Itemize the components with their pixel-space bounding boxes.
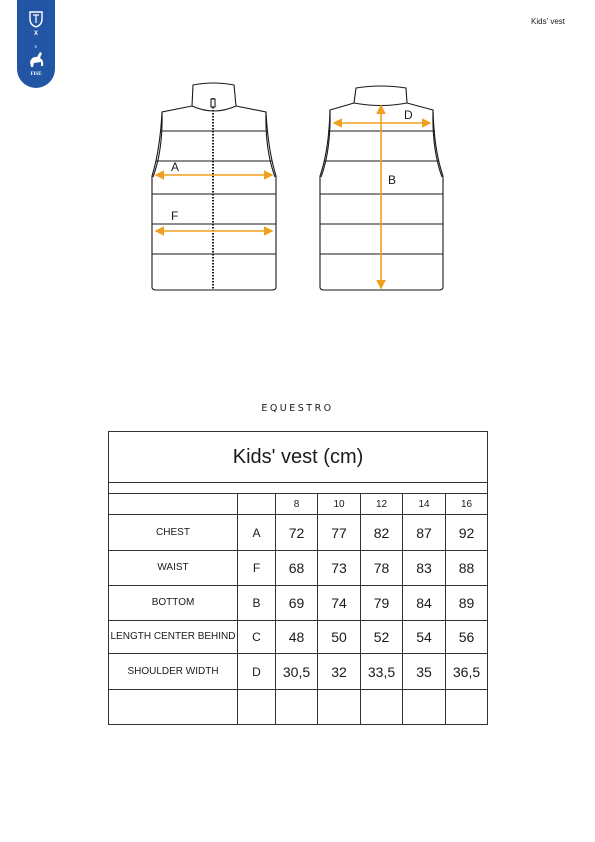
size-table bbox=[108, 431, 488, 725]
value-cell: 50 bbox=[318, 621, 361, 654]
value-cell: 68 bbox=[276, 551, 318, 586]
table-row bbox=[109, 515, 488, 551]
empty-cell bbox=[361, 690, 403, 725]
header-blank bbox=[109, 494, 238, 515]
value-cell: 32 bbox=[318, 654, 361, 690]
table-row-empty bbox=[109, 690, 488, 725]
measure-label: WAIST bbox=[109, 551, 238, 586]
shoulder-label: D bbox=[404, 108, 413, 122]
table-row bbox=[109, 621, 488, 654]
vest-front-drawing bbox=[152, 83, 276, 290]
brand-name: EQUESTRO bbox=[261, 403, 334, 414]
empty-cell bbox=[276, 690, 318, 725]
value-cell: 35 bbox=[403, 654, 446, 690]
value-cell: 30,5 bbox=[276, 654, 318, 690]
empty-cell bbox=[109, 690, 238, 725]
measure-label: LENGTH CENTER BEHIND bbox=[109, 621, 238, 654]
empty-cell bbox=[403, 690, 446, 725]
value-cell: 83 bbox=[403, 551, 446, 586]
value-cell: 33,5 bbox=[361, 654, 403, 690]
value-cell: 69 bbox=[276, 586, 318, 621]
badge-fise: FISE bbox=[30, 72, 42, 77]
value-cell: 89 bbox=[446, 586, 488, 621]
value-cell: 92 bbox=[446, 515, 488, 551]
value-cell: 74 bbox=[318, 586, 361, 621]
value-cell: 72 bbox=[276, 515, 318, 551]
size-header: 14 bbox=[403, 494, 446, 515]
measure-code: A bbox=[238, 515, 276, 551]
value-cell: 87 bbox=[403, 515, 446, 551]
chest-label: A bbox=[171, 160, 180, 174]
value-cell: 82 bbox=[361, 515, 403, 551]
length-label: B bbox=[388, 173, 397, 187]
measure-code: D bbox=[238, 654, 276, 690]
measure-label: BOTTOM bbox=[109, 586, 238, 621]
table-row bbox=[109, 586, 488, 621]
table-row bbox=[109, 551, 488, 586]
measure-label: CHEST bbox=[109, 515, 238, 551]
value-cell: 79 bbox=[361, 586, 403, 621]
empty-cell bbox=[318, 690, 361, 725]
measure-label: SHOULDER WIDTH bbox=[109, 654, 238, 690]
badge-x: X bbox=[33, 31, 38, 37]
value-cell: 36,5 bbox=[446, 654, 488, 690]
table-title: Kids' vest (cm) bbox=[109, 432, 488, 483]
value-cell: 78 bbox=[361, 551, 403, 586]
table-row bbox=[109, 654, 488, 690]
size-header: 10 bbox=[318, 494, 361, 515]
measure-code: C bbox=[238, 621, 276, 654]
measure-code: B bbox=[238, 586, 276, 621]
value-cell: 73 bbox=[318, 551, 361, 586]
table-spacer bbox=[109, 483, 488, 494]
value-cell: 77 bbox=[318, 515, 361, 551]
size-header: 16 bbox=[446, 494, 488, 515]
empty-cell bbox=[238, 690, 276, 725]
measure-code: F bbox=[238, 551, 276, 586]
size-header: 8 bbox=[276, 494, 318, 515]
value-cell: 84 bbox=[403, 586, 446, 621]
value-cell: 56 bbox=[446, 621, 488, 654]
value-cell: 48 bbox=[276, 621, 318, 654]
waist-label: F bbox=[171, 209, 179, 223]
header-blank bbox=[238, 494, 276, 515]
document-title: Kids' vest bbox=[531, 17, 565, 26]
value-cell: 52 bbox=[361, 621, 403, 654]
badge-e: E bbox=[34, 44, 38, 49]
empty-cell bbox=[446, 690, 488, 725]
value-cell: 54 bbox=[403, 621, 446, 654]
vest-diagram bbox=[0, 0, 595, 330]
size-header: 12 bbox=[361, 494, 403, 515]
value-cell: 88 bbox=[446, 551, 488, 586]
size-header-row bbox=[109, 494, 488, 515]
